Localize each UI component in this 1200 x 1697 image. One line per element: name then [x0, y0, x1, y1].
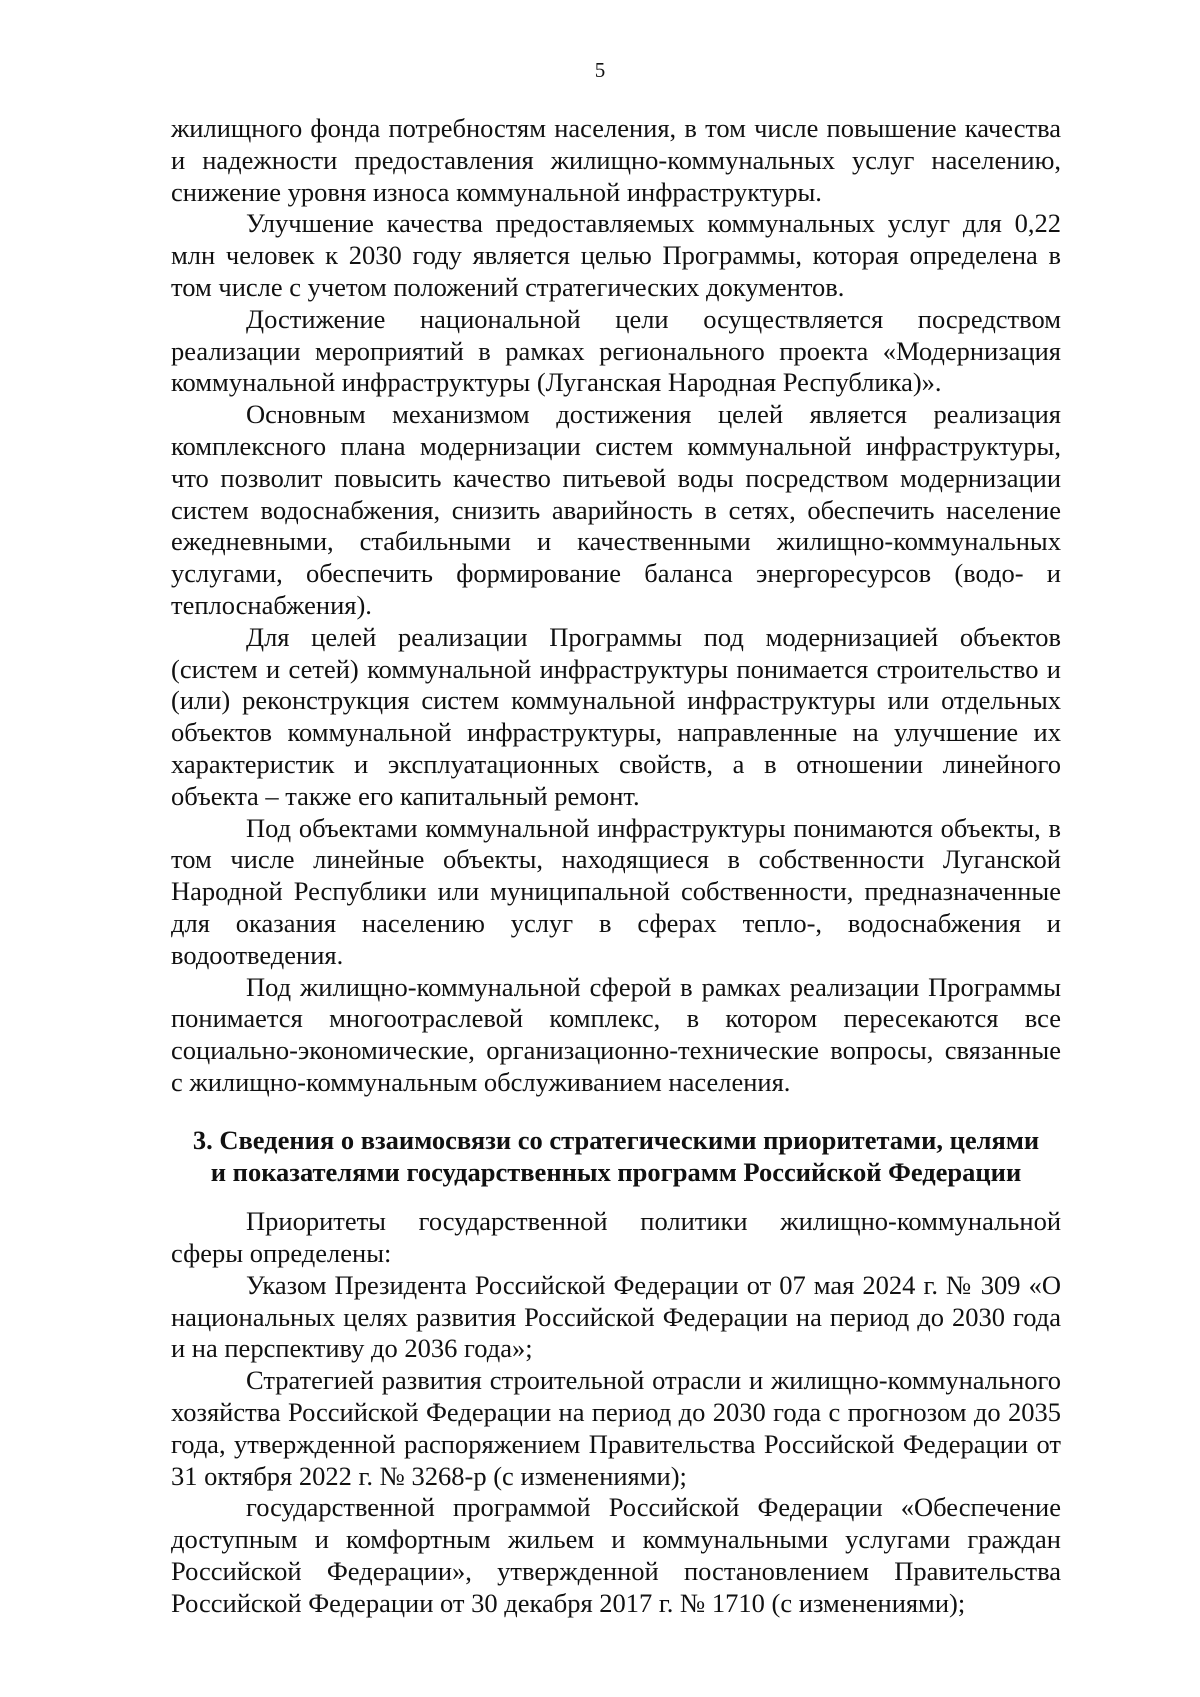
- paragraph-housing-sphere: Под жилищно-коммунальной сферой в рамках реализации Программы понимается многоотраслевой комплекс, в котором пересекаются все социально-экономические, организационно-технические вопросы, связанные с жилищно-коммунальным обслуживанием населения.: [171, 971, 1061, 1097]
- paragraph-continuation: жилищного фонда потребностям населения, в том числе повышение качества и надежности предоставления жилищно-коммунальных услуг населению, снижение уровня износа коммунальной инфраструктуры.: [171, 113, 1061, 207]
- page-number: 5: [594, 58, 606, 82]
- section-heading: [171, 1125, 1061, 1189]
- section-heading-line-1: 3. Сведения о взаимосвязи со стратегическими приоритетами, целями: [192, 1124, 1040, 1155]
- paragraph-main-mechanism: Основным механизмом достижения целей является реализация комплексного плана модернизации систем коммунальной инфраструктуры, что позволит повысить качество питьевой воды посредством модернизации систем водоснабжения, снизить аварийность в сетях, обеспечить население ежедневными, стабильными и качественными жилищно-коммунальных услугами, обеспечить формирование баланса энергоресурсов (водо- и теплоснабжения).: [171, 399, 1061, 620]
- paragraph-program-goal: Улучшение качества предоставляемых коммунальных услуг для 0,22 млн человек к 2030 году является целью Программы, которая определена в том числе с учетом положений стратегических документов.: [171, 208, 1061, 302]
- paragraph-modernization-definition: Для целей реализации Программы под модернизацией объектов (систем и сетей) коммунальной инфраструктуры понимается строительство и (или) реконструкция систем коммунальной инфраструктуры или отдельных объектов коммунальной инфраструктуры, направленные на улучшение их характеристик и эксплуатационных свойств, а в отношении линейного объекта – также его капитальный ремонт.: [171, 621, 1061, 811]
- paragraph-presidential-decree: Указом Президента Российской Федерации от 07 мая 2024 г. № 309 «О национальных целях развития Российской Федерации на период до 2030 года и на перспективу до 2036 года»;: [171, 1269, 1061, 1364]
- paragraph-state-program: государственной программой Российской Федерации «Обеспечение доступным и комфортным жильем и коммунальными услугами граждан Российской Федерации», утвержденной постановлением Правительства Российской Федерации от 30 декабря 2017 г. № 1710 (с изменениями);: [171, 1492, 1061, 1618]
- paragraph-infrastructure-objects: Под объектами коммунальной инфраструктуры понимаются объекты, в том числе линейные объекты, находящиеся в собственности Луганской Народной Республики или муниципальной собственности, предназначенные для оказания населению услуг в сферах тепло-, водоснабжения и водоотведения.: [171, 812, 1061, 970]
- document-body: [171, 113, 1061, 1620]
- paragraph-construction-strategy: Стратегией развития строительной отрасли и жилищно-коммунального хозяйства Российской Федерации на период до 2030 года с прогнозом до 2035 года, утвержденной распоряжением Правительства Российской Федерации от 31 октября 2022 г. № 3268-р (с изменениями);: [171, 1365, 1061, 1491]
- paragraph-priorities: Приоритеты государственной политики жилищно-коммунальной сферы определены:: [171, 1206, 1061, 1269]
- paragraph-national-goal: Достижение национальной цели осуществляется посредством реализации мероприятий в рамках регионального проекта «Модернизация коммунальной инфраструктуры (Луганская Народная Республика)».: [171, 303, 1061, 398]
- section-heading-line-2: и показателями государственных программ Российской Федерации: [210, 1156, 1022, 1187]
